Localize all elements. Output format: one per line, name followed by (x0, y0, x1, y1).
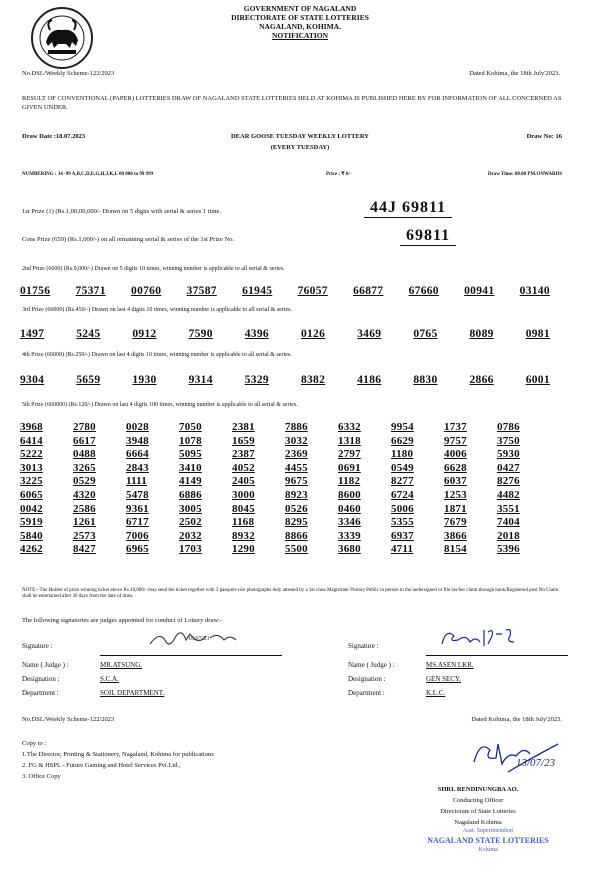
prize-number: 9314 (188, 374, 213, 386)
prize-number: 0549 (391, 461, 414, 474)
prize-number: 1261 (73, 516, 96, 529)
judge-left-designation: S.C.A. (100, 675, 119, 683)
lottery-subtitle: (EVERY TUESDAY) (270, 144, 330, 151)
prize-number: 1182 (338, 475, 361, 488)
prize-number: 1737 (444, 421, 467, 433)
prize-number: 4711 (391, 543, 414, 556)
prize-number: 5006 (391, 502, 414, 515)
prize-number: 4186 (357, 374, 382, 386)
prize-number: 6629 (391, 434, 414, 447)
name-label: Name ( Judge ) : (22, 661, 69, 669)
prize-number: 3000 (232, 488, 255, 501)
prize-number: 66877 (353, 285, 384, 297)
prize-number: 6886 (179, 488, 202, 501)
prize-number: 0912 (132, 328, 157, 340)
prize-number: 1318 (338, 434, 361, 447)
draw-date: Draw Date :18.07.2023 (22, 133, 86, 140)
prize-number: 8089 (469, 328, 494, 340)
prize-number: 2405 (232, 475, 255, 488)
prize-number: 3339 (338, 529, 361, 542)
judge-left-signature (100, 636, 282, 656)
fifth-prize-numbers (20, 421, 550, 557)
prize-number: 2573 (73, 529, 96, 542)
prize-number: 0765 (413, 328, 438, 340)
prize-number: 1497 (20, 328, 45, 340)
third-prize-text: 3rd Prize (66000) (Rs.450/-) Drawn on last 4 digits 10 times, winning number is applicable to all serial & series. (22, 307, 292, 313)
judge-left-department: SOIL DEPARTMENT. (100, 689, 165, 697)
prize-number: 5919 (20, 516, 43, 529)
result-statement: RESULT OF CONVENTIONAL (PAPER) LOTTERIES DRAW OF NAGALAND STATE LOTTERIES HELD AT KOHIMA IS PUBLISHED HERE BY FOR INFORMATION OF ALL CONCERNED AS GIVEN UNDER. (22, 95, 562, 111)
prize-number: 0786 (497, 421, 520, 433)
prize-number: 7886 (285, 421, 308, 433)
prize-number: 7050 (179, 421, 202, 433)
prize-number: 7006 (126, 529, 149, 542)
prize-number: 3551 (497, 502, 520, 515)
prize-number: 9361 (126, 502, 149, 515)
prize-number: 5095 (179, 448, 202, 461)
prize-number: 5396 (497, 543, 520, 556)
prize-number: 0126 (300, 328, 326, 340)
note-text: NOTE:- The Holder of prize winning ticket above Rs.10,000/- may send the ticket together with 3 passport size photographs duly attested by a 1st class Magistrate /Notary Public in person to the undersigned or file his/her claim through bank/Registered post No Claim shall be entertained after 30 days from the date of draw. (22, 588, 559, 599)
officer-name: SHRI. RENDINUNGBA AO. (437, 786, 519, 793)
copy-to-label: Copy to : (22, 740, 47, 747)
office-stamp-city: Kohima (478, 847, 498, 853)
svg-text:13/07/23: 13/07/23 (516, 757, 556, 769)
prize-number: 8276 (497, 475, 520, 488)
prize-number: 2032 (179, 529, 202, 542)
prize-number: 1703 (179, 543, 202, 556)
prize-number: 6617 (73, 434, 96, 447)
prize-number: 5222 (20, 448, 43, 461)
prize-number: 0427 (497, 461, 520, 474)
prize-number: 3265 (73, 461, 96, 474)
prize-number: 4262 (20, 543, 43, 556)
prize-number: 8295 (285, 516, 308, 529)
prize-number: 6965 (126, 543, 149, 556)
designation-label: Designation : (22, 675, 60, 683)
prize-number: 6664 (126, 448, 149, 461)
judge-right-name: MS.ASEN LKR. (426, 661, 474, 669)
first-prize-text: 1st Prize (1) (Rs.1,00,00,000/- Drawn on 5 digits with serial & series 1 time. (22, 208, 221, 215)
prize-number: 4455 (285, 461, 308, 474)
prize-number: 1111 (126, 475, 147, 488)
copy-item: 3. Office Copy (22, 773, 61, 780)
prize-number: 0460 (338, 502, 361, 515)
prize-number: 9954 (391, 421, 414, 433)
prize-number: 6332 (338, 421, 361, 433)
prize-number: 0488 (73, 448, 96, 461)
prize-number: 3032 (285, 434, 308, 447)
prize-number: 5478 (126, 488, 149, 501)
prize-number: 6037 (444, 475, 467, 488)
ticket-price: Price : ₹ 6/- (326, 172, 352, 177)
header-government: GOVERNMENT OF NAGALAND (243, 4, 357, 13)
prize-number: 9675 (285, 475, 308, 488)
judge-right-block (348, 642, 568, 697)
designation-label: Designation : (348, 675, 386, 683)
prize-number: 1168 (232, 516, 255, 529)
office-stamp-designation: Asst. Superintendent (463, 828, 513, 834)
prize-number: 61945 (242, 285, 273, 297)
fifth-prize-text: 5th Prize (660000) (Rs.120/-) Drawn on last 4 digits 100 times, winning number is applicable to all serial & series. (22, 402, 298, 408)
footer-date: Dated Kohima, the 18th July'2023. (471, 716, 562, 723)
prize-number: 8600 (338, 488, 361, 501)
prize-number: 4482 (497, 488, 520, 501)
prize-number: 8830 (413, 374, 438, 386)
prize-number: 3469 (357, 328, 382, 340)
prize-number: 6717 (126, 516, 149, 529)
prize-number: 4396 (244, 328, 269, 340)
copy-item: 2. FG & HSPL - Future Gaming and Hotel Services Pvt.Ltd., (22, 762, 181, 769)
prize-number: 7679 (444, 516, 467, 529)
prize-number: 37587 (186, 285, 217, 297)
prize-number: 6414 (20, 434, 43, 447)
prize-number: 6937 (391, 529, 414, 542)
prize-number: 6724 (391, 488, 414, 501)
prize-number: 3013 (20, 461, 43, 474)
prize-number: 0028 (126, 421, 149, 433)
prize-number: 75371 (75, 285, 106, 297)
prize-number: 3968 (20, 421, 43, 433)
fourth-prize-text: 4th Prize (66000) (Rs.250/-) Drawn on last 4 digits 10 times, winning number is applicable to all serial & series. (22, 352, 292, 358)
prize-number: 3750 (497, 434, 520, 447)
second-prize-numbers (20, 285, 550, 297)
first-prize-number: 44J 69811 (364, 199, 452, 218)
prize-number: 8045 (232, 502, 255, 515)
prize-number: 3410 (179, 461, 202, 474)
prize-number: 3346 (338, 516, 361, 529)
prize-number: 7590 (188, 328, 213, 340)
prize-number: 2780 (73, 421, 96, 433)
prize-number: 8866 (285, 529, 308, 542)
prize-number: 2018 (497, 529, 520, 542)
cons-prize-number: 69811 (400, 227, 456, 246)
prize-number: 9757 (444, 434, 467, 447)
prize-number: 2502 (179, 516, 202, 529)
prize-number: 2866 (469, 374, 494, 386)
prize-number: 3005 (179, 502, 202, 515)
prize-number: 3225 (20, 475, 43, 488)
copy-item: 1.The Director, Printing & Stationery, Nagaland, Kohima for publications (22, 751, 214, 758)
judge-left-block (22, 636, 282, 697)
draw-number: Draw No: 16 (526, 133, 562, 140)
prize-number: 0691 (338, 461, 361, 474)
header-directorate: DIRECTORATE OF STATE LOTTERIES (231, 13, 369, 22)
prize-number: 01756 (20, 285, 51, 297)
ticket-numbering: NUMBERING : 34 -99 A,B,C,D,E,G,H,J,K,L 00 000 to 99 999 (22, 172, 154, 177)
prize-number: 5355 (391, 516, 414, 529)
officer-org: Directorate of State Lotteries (440, 808, 516, 815)
prize-number: 0981 (525, 328, 550, 340)
footer-reference-number: No.DSL/Weekly Scheme-122/2023 (22, 716, 115, 723)
prize-number: 8932 (232, 529, 255, 542)
draw-time: Draw Time: 08.00 PM.ONWARDS (487, 172, 562, 177)
prize-number: 00760 (131, 285, 162, 297)
prize-number: 4006 (444, 448, 467, 461)
office-stamp-name: NAGALAND STATE LOTTERIES (427, 836, 549, 845)
officer-location: Nagaland Kohima (454, 819, 502, 826)
prize-number: 2381 (232, 421, 255, 433)
prize-number: 2387 (232, 448, 255, 461)
cons-prize-text: Cons Prize (659) (Rs.1,000/-) on all remaining serial & series of the 1st Prize No. (22, 236, 235, 243)
prize-number: 8923 (285, 488, 308, 501)
prize-number: 8382 (300, 374, 326, 386)
judge-right-designation: GEN SECY. (426, 675, 461, 683)
prize-number: 3866 (444, 529, 467, 542)
prize-number: 8427 (73, 543, 96, 556)
svg-text:18/07/23: 18/07/23 (188, 636, 210, 642)
header-location: NAGALAND, KOHIMA. (259, 22, 341, 31)
reference-date: Dated Kohima, the 18th July'2023. (469, 70, 560, 77)
prize-number: 3680 (338, 543, 361, 556)
prize-number: 9304 (20, 374, 45, 386)
reference-number: No.DSL/Weekly Scheme-122/2023 (22, 70, 115, 77)
prize-number: 5840 (20, 529, 43, 542)
prize-number: 7404 (497, 516, 520, 529)
prize-number: 1078 (179, 434, 202, 447)
prize-number: 5659 (76, 374, 101, 386)
prize-number: 1871 (444, 502, 467, 515)
prize-number: 4149 (179, 475, 202, 488)
prize-number: 2843 (126, 461, 149, 474)
prize-number: 1290 (232, 543, 255, 556)
prize-number: 1253 (444, 488, 467, 501)
prize-number: 6065 (20, 488, 43, 501)
prize-number: 00941 (464, 285, 495, 297)
fourth-prize-numbers (20, 374, 550, 386)
prize-number: 2586 (73, 502, 96, 515)
name-label: Name ( Judge ) : (348, 661, 395, 669)
signature-label: Signature : (348, 642, 379, 650)
prize-number: 1659 (232, 434, 255, 447)
prize-number: 4320 (73, 488, 96, 501)
department-label: Department : (22, 689, 59, 697)
prize-number: 5930 (497, 448, 520, 461)
prize-number: 3948 (126, 434, 149, 447)
prize-number: 6628 (444, 461, 467, 474)
judges-intro: The following signatories are judges appointed for conduct of Lottery draw:- (22, 617, 222, 624)
prize-number: 8277 (391, 475, 414, 488)
third-prize-numbers (20, 328, 550, 340)
prize-number: 2369 (285, 448, 308, 461)
prize-number: 5329 (244, 374, 269, 386)
lottery-title: DEAR GOOSE TUESDAY WEEKLY LOTTERY (230, 133, 369, 140)
header-notification: NOTIFICATION (271, 31, 329, 40)
prize-number: 0526 (285, 502, 308, 515)
prize-number: 67660 (408, 285, 439, 297)
second-prize-text: 2nd Prize (6600) (Rs.9,000/-) Drawn on 5 digits 10 times, winning number is applicable to all serial & series. (22, 266, 285, 272)
judge-right-signature (426, 642, 568, 656)
signature-label: Signature : (22, 642, 53, 650)
prize-number: 0042 (20, 502, 43, 515)
prize-number: 1180 (391, 448, 414, 461)
prize-number: 1930 (132, 374, 157, 386)
prize-number: 76057 (297, 285, 328, 297)
prize-number: 4052 (232, 461, 255, 474)
prize-number: 03140 (519, 285, 550, 297)
prize-number: 2797 (338, 448, 361, 461)
department-label: Department : (348, 689, 385, 697)
judge-right-department: K.L.C. (426, 689, 446, 697)
judge-left-name: MR.ATSUNG. (100, 661, 143, 669)
prize-number: 6001 (525, 374, 550, 386)
officer-signature (468, 732, 578, 787)
prize-number: 5500 (285, 543, 308, 556)
prize-number: 8154 (444, 543, 467, 556)
officer-title: Conducting Officer (452, 797, 504, 804)
prize-number: 5245 (76, 328, 101, 340)
prize-number: 0529 (73, 475, 96, 488)
